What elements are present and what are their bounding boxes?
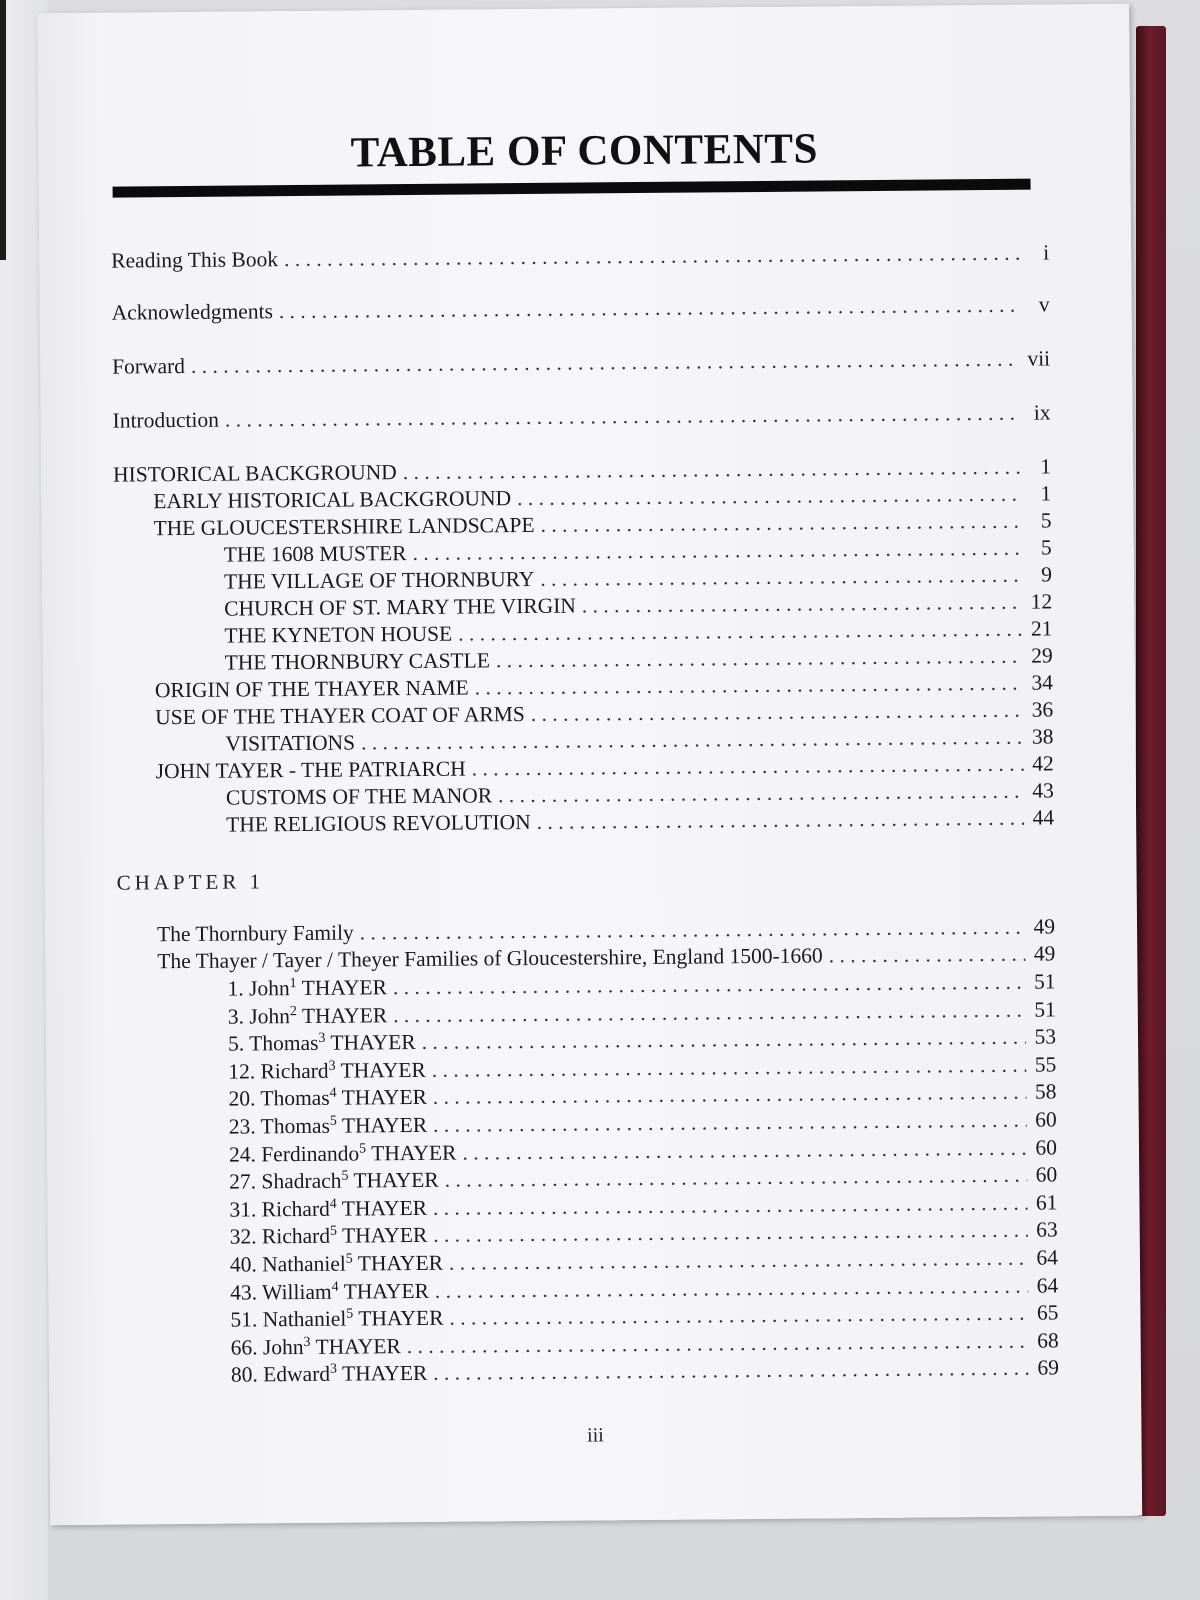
person-surname: THAYER bbox=[338, 1278, 429, 1304]
person-name: 80. Edward bbox=[230, 1362, 331, 1388]
toc-entry-historical[interactable] bbox=[153, 510, 1051, 539]
person-surname: THAYER bbox=[296, 975, 387, 1001]
table-of-contents bbox=[37, 4, 1142, 1525]
dot-leader bbox=[475, 673, 1023, 699]
entry-label: Reading This Book bbox=[111, 247, 279, 273]
toc-entry-person[interactable] bbox=[227, 1024, 1057, 1056]
person-name: 40. Nathaniel bbox=[229, 1251, 346, 1277]
entry-page-number: 64 bbox=[1036, 1245, 1059, 1270]
person-surname: THAYER bbox=[336, 1195, 428, 1221]
entry-page-number: 1 bbox=[1040, 454, 1052, 479]
toc-entry-historical[interactable] bbox=[224, 618, 1052, 647]
person-name: 43. William bbox=[230, 1279, 332, 1305]
person-surname: THAYER bbox=[352, 1250, 444, 1276]
toc-entry-person[interactable] bbox=[228, 1054, 1056, 1083]
toc-entry-person[interactable] bbox=[229, 1137, 1057, 1166]
dot-leader bbox=[472, 754, 1024, 780]
person-name: 5. Thomas bbox=[227, 1031, 319, 1056]
entry-page-number: 38 bbox=[1031, 724, 1054, 749]
toc-entry-chapter-section[interactable] bbox=[157, 916, 1055, 945]
book-page bbox=[37, 4, 1142, 1525]
entry-page-number: ix bbox=[1033, 400, 1051, 425]
person-name: 27. Shadrach bbox=[229, 1168, 342, 1194]
entry-page-number: vii bbox=[1027, 346, 1051, 371]
dot-leader bbox=[360, 917, 1025, 944]
person-surname: THAYER bbox=[335, 1057, 426, 1083]
generation-superscript: 3 bbox=[328, 1058, 336, 1074]
toc-entry-person[interactable] bbox=[230, 1300, 1059, 1332]
entry-page-number: 69 bbox=[1037, 1355, 1060, 1380]
dot-leader bbox=[449, 1303, 1028, 1330]
entry-page-number: 44 bbox=[1032, 805, 1055, 830]
entry-label bbox=[230, 1225, 428, 1248]
entry-label bbox=[230, 1305, 444, 1332]
person-name: 12. Richard bbox=[228, 1058, 329, 1084]
entry-page-number: 5 bbox=[1040, 535, 1052, 560]
dot-leader bbox=[449, 1248, 1028, 1275]
entry-label: Forward bbox=[112, 353, 186, 379]
entry-page-number: i bbox=[1043, 240, 1050, 265]
page-number: iii bbox=[587, 1424, 604, 1447]
entry-label bbox=[229, 1142, 457, 1165]
entry-label: CUSTOMS OF THE MANOR bbox=[225, 783, 493, 810]
entry-label bbox=[227, 1002, 388, 1029]
toc-entry-person[interactable] bbox=[229, 1217, 1058, 1250]
toc-entry-historical[interactable] bbox=[226, 807, 1054, 836]
person-surname: THAYER bbox=[348, 1167, 439, 1193]
generation-superscript: 5 bbox=[329, 1113, 337, 1129]
generation-superscript: 3 bbox=[303, 1334, 311, 1350]
dot-leader bbox=[540, 565, 1022, 591]
dot-leader bbox=[433, 1110, 1027, 1137]
toc-entry-person[interactable] bbox=[231, 1330, 1059, 1359]
toc-entry-historical[interactable] bbox=[113, 456, 1051, 486]
dot-leader bbox=[517, 484, 1021, 510]
toc-entry-person[interactable] bbox=[230, 1272, 1059, 1305]
person-name: 20. Thomas bbox=[228, 1086, 330, 1112]
dot-leader bbox=[498, 781, 1024, 807]
entry-page-number: 36 bbox=[1031, 697, 1054, 722]
entry-page-number: 34 bbox=[1031, 670, 1054, 695]
entry-page-number: 60 bbox=[1035, 1107, 1057, 1132]
dot-leader bbox=[540, 511, 1021, 537]
entry-label: Acknowledgments bbox=[111, 299, 273, 325]
entry-page-number: 60 bbox=[1035, 1135, 1058, 1160]
entry-page-number: 51 bbox=[1034, 997, 1056, 1022]
dot-leader bbox=[433, 1220, 1028, 1247]
dot-leader bbox=[496, 646, 1023, 672]
entry-label: CHURCH OF ST. MARY THE VIRGIN bbox=[224, 593, 576, 621]
entry-label bbox=[228, 1032, 416, 1055]
entry-page-number: 65 bbox=[1036, 1300, 1059, 1325]
person-name: 32. Richard bbox=[229, 1224, 331, 1250]
entry-label bbox=[229, 1195, 428, 1222]
entry-page-number: 5 bbox=[1040, 508, 1052, 533]
entry-label bbox=[229, 1167, 439, 1194]
dot-leader bbox=[435, 1275, 1029, 1302]
toc-entry-front[interactable] bbox=[112, 294, 1050, 324]
toc-entry-person[interactable] bbox=[228, 1079, 1057, 1112]
page-title: TABLE OF CONTENTS bbox=[350, 125, 819, 177]
entry-label bbox=[228, 1112, 428, 1139]
dot-leader bbox=[582, 592, 1023, 617]
entry-label: THE 1608 MUSTER bbox=[223, 541, 407, 567]
entry-page-number: 61 bbox=[1035, 1190, 1058, 1215]
entry-page-number: 58 bbox=[1034, 1079, 1057, 1104]
entry-page-number: 43 bbox=[1032, 778, 1054, 803]
dot-leader bbox=[445, 1165, 1028, 1192]
person-surname: THAYER bbox=[310, 1333, 401, 1359]
person-surname: THAYER bbox=[336, 1361, 428, 1387]
entry-page-number: 21 bbox=[1030, 616, 1053, 641]
entry-page-number: 9 bbox=[1041, 562, 1053, 587]
generation-superscript: 2 bbox=[289, 1003, 297, 1019]
entry-label: JOHN TAYER - THE PATRIARCH bbox=[155, 756, 466, 784]
toc-entry-person[interactable] bbox=[229, 1192, 1057, 1221]
entry-page-number: 60 bbox=[1035, 1162, 1058, 1187]
generation-superscript: 5 bbox=[341, 1168, 349, 1184]
generation-superscript: 5 bbox=[346, 1306, 354, 1322]
generation-superscript: 1 bbox=[289, 976, 297, 992]
entry-label: THE VILLAGE OF THORNBURY bbox=[223, 566, 535, 594]
person-name: 66. John bbox=[230, 1334, 304, 1360]
entry-label: The Thornbury Family bbox=[156, 920, 354, 947]
entry-label: ORIGIN OF THE THAYER NAME bbox=[154, 675, 469, 703]
person-name: 23. Thomas bbox=[228, 1113, 331, 1139]
dot-leader bbox=[407, 1330, 1029, 1357]
entry-page-number: 29 bbox=[1031, 643, 1053, 668]
generation-superscript: 4 bbox=[329, 1086, 337, 1102]
dot-leader bbox=[412, 538, 1021, 565]
entry-page-number: v bbox=[1038, 292, 1050, 317]
entry-page-number: 49 bbox=[1033, 914, 1056, 939]
toc-entry-historical[interactable] bbox=[226, 780, 1054, 809]
entry-page-number: 64 bbox=[1036, 1272, 1059, 1298]
entry-label: The Thayer / Tayer / Theyer Families of Gloucestershire, England 1500-1660 bbox=[157, 943, 823, 974]
person-surname: THAYER bbox=[336, 1085, 427, 1111]
entry-label: VISITATIONS bbox=[225, 730, 356, 756]
entry-label: THE KYNETON HOUSE bbox=[224, 621, 453, 648]
person-name: 31. Richard bbox=[229, 1196, 330, 1222]
toc-entry-person[interactable] bbox=[229, 1109, 1057, 1138]
entry-label: EARLY HISTORICAL BACKGROUND bbox=[153, 486, 512, 514]
entry-page-number: 55 bbox=[1034, 1052, 1057, 1077]
generation-superscript: 5 bbox=[329, 1224, 338, 1240]
dot-leader bbox=[191, 349, 1020, 378]
entry-page-number: 12 bbox=[1030, 589, 1053, 614]
toc-entry-person[interactable] bbox=[229, 1162, 1058, 1194]
toc-entry-historical[interactable] bbox=[225, 726, 1053, 755]
generation-superscript: 5 bbox=[345, 1251, 353, 1267]
toc-entry-historical[interactable] bbox=[225, 645, 1053, 674]
entry-label bbox=[230, 1280, 429, 1303]
generation-superscript: 4 bbox=[329, 1196, 337, 1212]
dot-leader bbox=[433, 1358, 1029, 1385]
toc-entry-front[interactable] bbox=[111, 242, 1049, 272]
entry-label bbox=[230, 1333, 401, 1360]
toc-entry-historical[interactable] bbox=[156, 753, 1054, 782]
entry-label bbox=[227, 977, 387, 1000]
entry-page-number: 1 bbox=[1040, 481, 1052, 506]
toc-entry-person[interactable] bbox=[227, 971, 1055, 1000]
dot-leader bbox=[531, 700, 1024, 726]
entry-label bbox=[229, 1250, 444, 1277]
toc-entry-historical[interactable] bbox=[155, 699, 1053, 728]
dot-leader bbox=[284, 243, 1019, 271]
toc-entry-historical[interactable] bbox=[224, 591, 1052, 620]
dot-leader bbox=[422, 1027, 1027, 1054]
dot-leader bbox=[433, 1082, 1027, 1109]
dot-leader bbox=[393, 999, 1026, 1026]
entry-page-number: 42 bbox=[1032, 751, 1054, 776]
entry-page-number: 51 bbox=[1033, 969, 1056, 994]
entry-label: HISTORICAL BACKGROUND bbox=[112, 460, 397, 487]
toc-entry-chapter-section[interactable] bbox=[157, 943, 1055, 972]
dot-leader bbox=[393, 972, 1026, 999]
generation-superscript: 3 bbox=[318, 1030, 326, 1047]
entry-label: THE THORNBURY CASTLE bbox=[224, 648, 490, 675]
generation-superscript: 4 bbox=[331, 1279, 339, 1295]
dot-leader bbox=[458, 619, 1022, 645]
entry-label bbox=[228, 1057, 426, 1084]
person-name: 3. John bbox=[227, 1003, 291, 1029]
dot-leader bbox=[462, 1137, 1027, 1163]
person-name: 1. John bbox=[227, 976, 290, 1001]
toc-entry-historical[interactable] bbox=[224, 564, 1052, 593]
chapter-heading: CHAPTER 1 bbox=[116, 869, 265, 895]
generation-superscript: 5 bbox=[359, 1141, 367, 1157]
toc-entry-front[interactable] bbox=[112, 348, 1050, 378]
toc-entry-front[interactable] bbox=[113, 402, 1051, 432]
generation-superscript: 3 bbox=[329, 1362, 338, 1378]
book-cover-edge bbox=[1136, 26, 1166, 1516]
dot-leader bbox=[433, 1192, 1028, 1219]
toc-entry-person[interactable] bbox=[230, 1355, 1060, 1388]
person-surname: THAYER bbox=[296, 1002, 388, 1028]
dot-leader bbox=[361, 727, 1023, 754]
toc-entry-person[interactable] bbox=[228, 999, 1056, 1028]
entry-page-number: 53 bbox=[1034, 1024, 1057, 1049]
entry-label bbox=[228, 1087, 427, 1110]
dot-leader bbox=[403, 457, 1021, 484]
dot-leader bbox=[432, 1054, 1027, 1081]
person-surname: THAYER bbox=[336, 1223, 428, 1249]
entry-label: USE OF THE THAYER COAT OF ARMS bbox=[155, 702, 525, 730]
person-surname: THAYER bbox=[325, 1030, 416, 1055]
dot-leader bbox=[225, 403, 1021, 431]
dot-leader bbox=[537, 808, 1025, 834]
entry-label: THE GLOUCESTERSHIRE LANDSCAPE bbox=[153, 512, 535, 541]
person-surname: THAYER bbox=[353, 1305, 444, 1331]
entry-label bbox=[231, 1363, 428, 1386]
person-surname: THAYER bbox=[336, 1112, 428, 1138]
person-name: 51. Nathaniel bbox=[230, 1306, 347, 1332]
toc-entry-historical[interactable] bbox=[155, 672, 1053, 701]
entry-page-number: 68 bbox=[1037, 1328, 1059, 1353]
entry-page-number: 49 bbox=[1033, 941, 1056, 966]
toc-entry-person[interactable] bbox=[230, 1247, 1058, 1276]
dot-leader bbox=[279, 295, 1020, 323]
person-surname: THAYER bbox=[366, 1140, 457, 1166]
entry-page-number: 63 bbox=[1036, 1217, 1058, 1242]
toc-entry-historical[interactable] bbox=[224, 537, 1052, 566]
entry-label: THE RELIGIOUS REVOLUTION bbox=[226, 809, 531, 837]
entry-label: Introduction bbox=[112, 407, 219, 433]
toc-entry-historical[interactable] bbox=[153, 483, 1051, 512]
facing-page-border bbox=[0, 0, 6, 260]
dot-leader bbox=[829, 944, 1026, 967]
person-name: 24. Ferdinando bbox=[228, 1141, 360, 1167]
